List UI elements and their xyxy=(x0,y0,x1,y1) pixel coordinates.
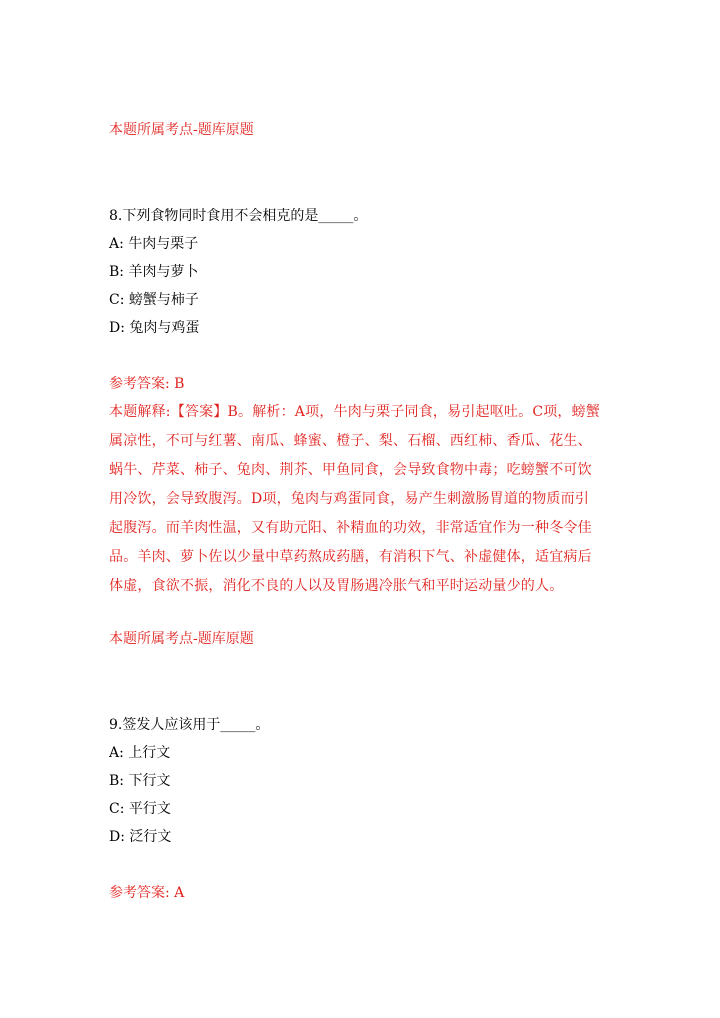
question-8-option-a: A: 牛肉与栗子 xyxy=(109,236,199,252)
question-9-answer: 参考答案: A xyxy=(109,885,185,901)
question-9-option-a: A: 上行文 xyxy=(109,745,171,761)
question-8-source-note: 本题所属考点-题库原题 xyxy=(109,631,254,647)
question-8-stem: 8.下列食物同时食用不会相克的是_____。 xyxy=(109,208,368,224)
explanation-line: 本题解释:【答案】B。解析：A项，牛肉与栗子同食，易引起呕吐。C项，螃蟹 xyxy=(109,404,601,420)
explanation-line: 起腹泻。而羊肉性温，又有助元阳、补精血的功效，非常适宜作为一种冬令佳 xyxy=(109,520,592,536)
question-8-option-c: C: 螃蟹与柿子 xyxy=(109,292,199,308)
explanation-line: 属凉性，不可与红薯、南瓜、蜂蜜、橙子、梨、石榴、西红柿、香瓜、花生、 xyxy=(109,433,592,449)
explanation-line: 品。羊肉、萝卜佐以少量中草药熬成药膳，有消积下气、补虚健体，适宜病后 xyxy=(109,549,592,565)
explanation-line: 蜗牛、芹菜、柿子、兔肉、荆芥、甲鱼同食，会导致食物中毒；吃螃蟹不可饮 xyxy=(109,462,592,478)
explanation-line: 体虚，食欲不振，消化不良的人以及胃肠遇冷胀气和平时运动量少的人。 xyxy=(109,578,564,594)
question-8-option-d: D: 兔肉与鸡蛋 xyxy=(109,320,200,336)
question-9-stem: 9.签发人应该用于_____。 xyxy=(109,717,270,733)
question-8-option-b: B: 羊肉与萝卜 xyxy=(109,264,199,280)
explanation-line: 用冷饮，会导致腹泻。D项，兔肉与鸡蛋同食，易产生刺激肠胃道的物质而引 xyxy=(109,491,590,507)
question-9-option-c: C: 平行文 xyxy=(109,801,171,817)
question-8-answer: 参考答案: B xyxy=(109,376,185,392)
question-9-option-b: B: 下行文 xyxy=(109,773,171,789)
question-9-option-d: D: 泛行文 xyxy=(109,829,172,845)
source-note-top: 本题所属考点-题库原题 xyxy=(109,122,254,138)
